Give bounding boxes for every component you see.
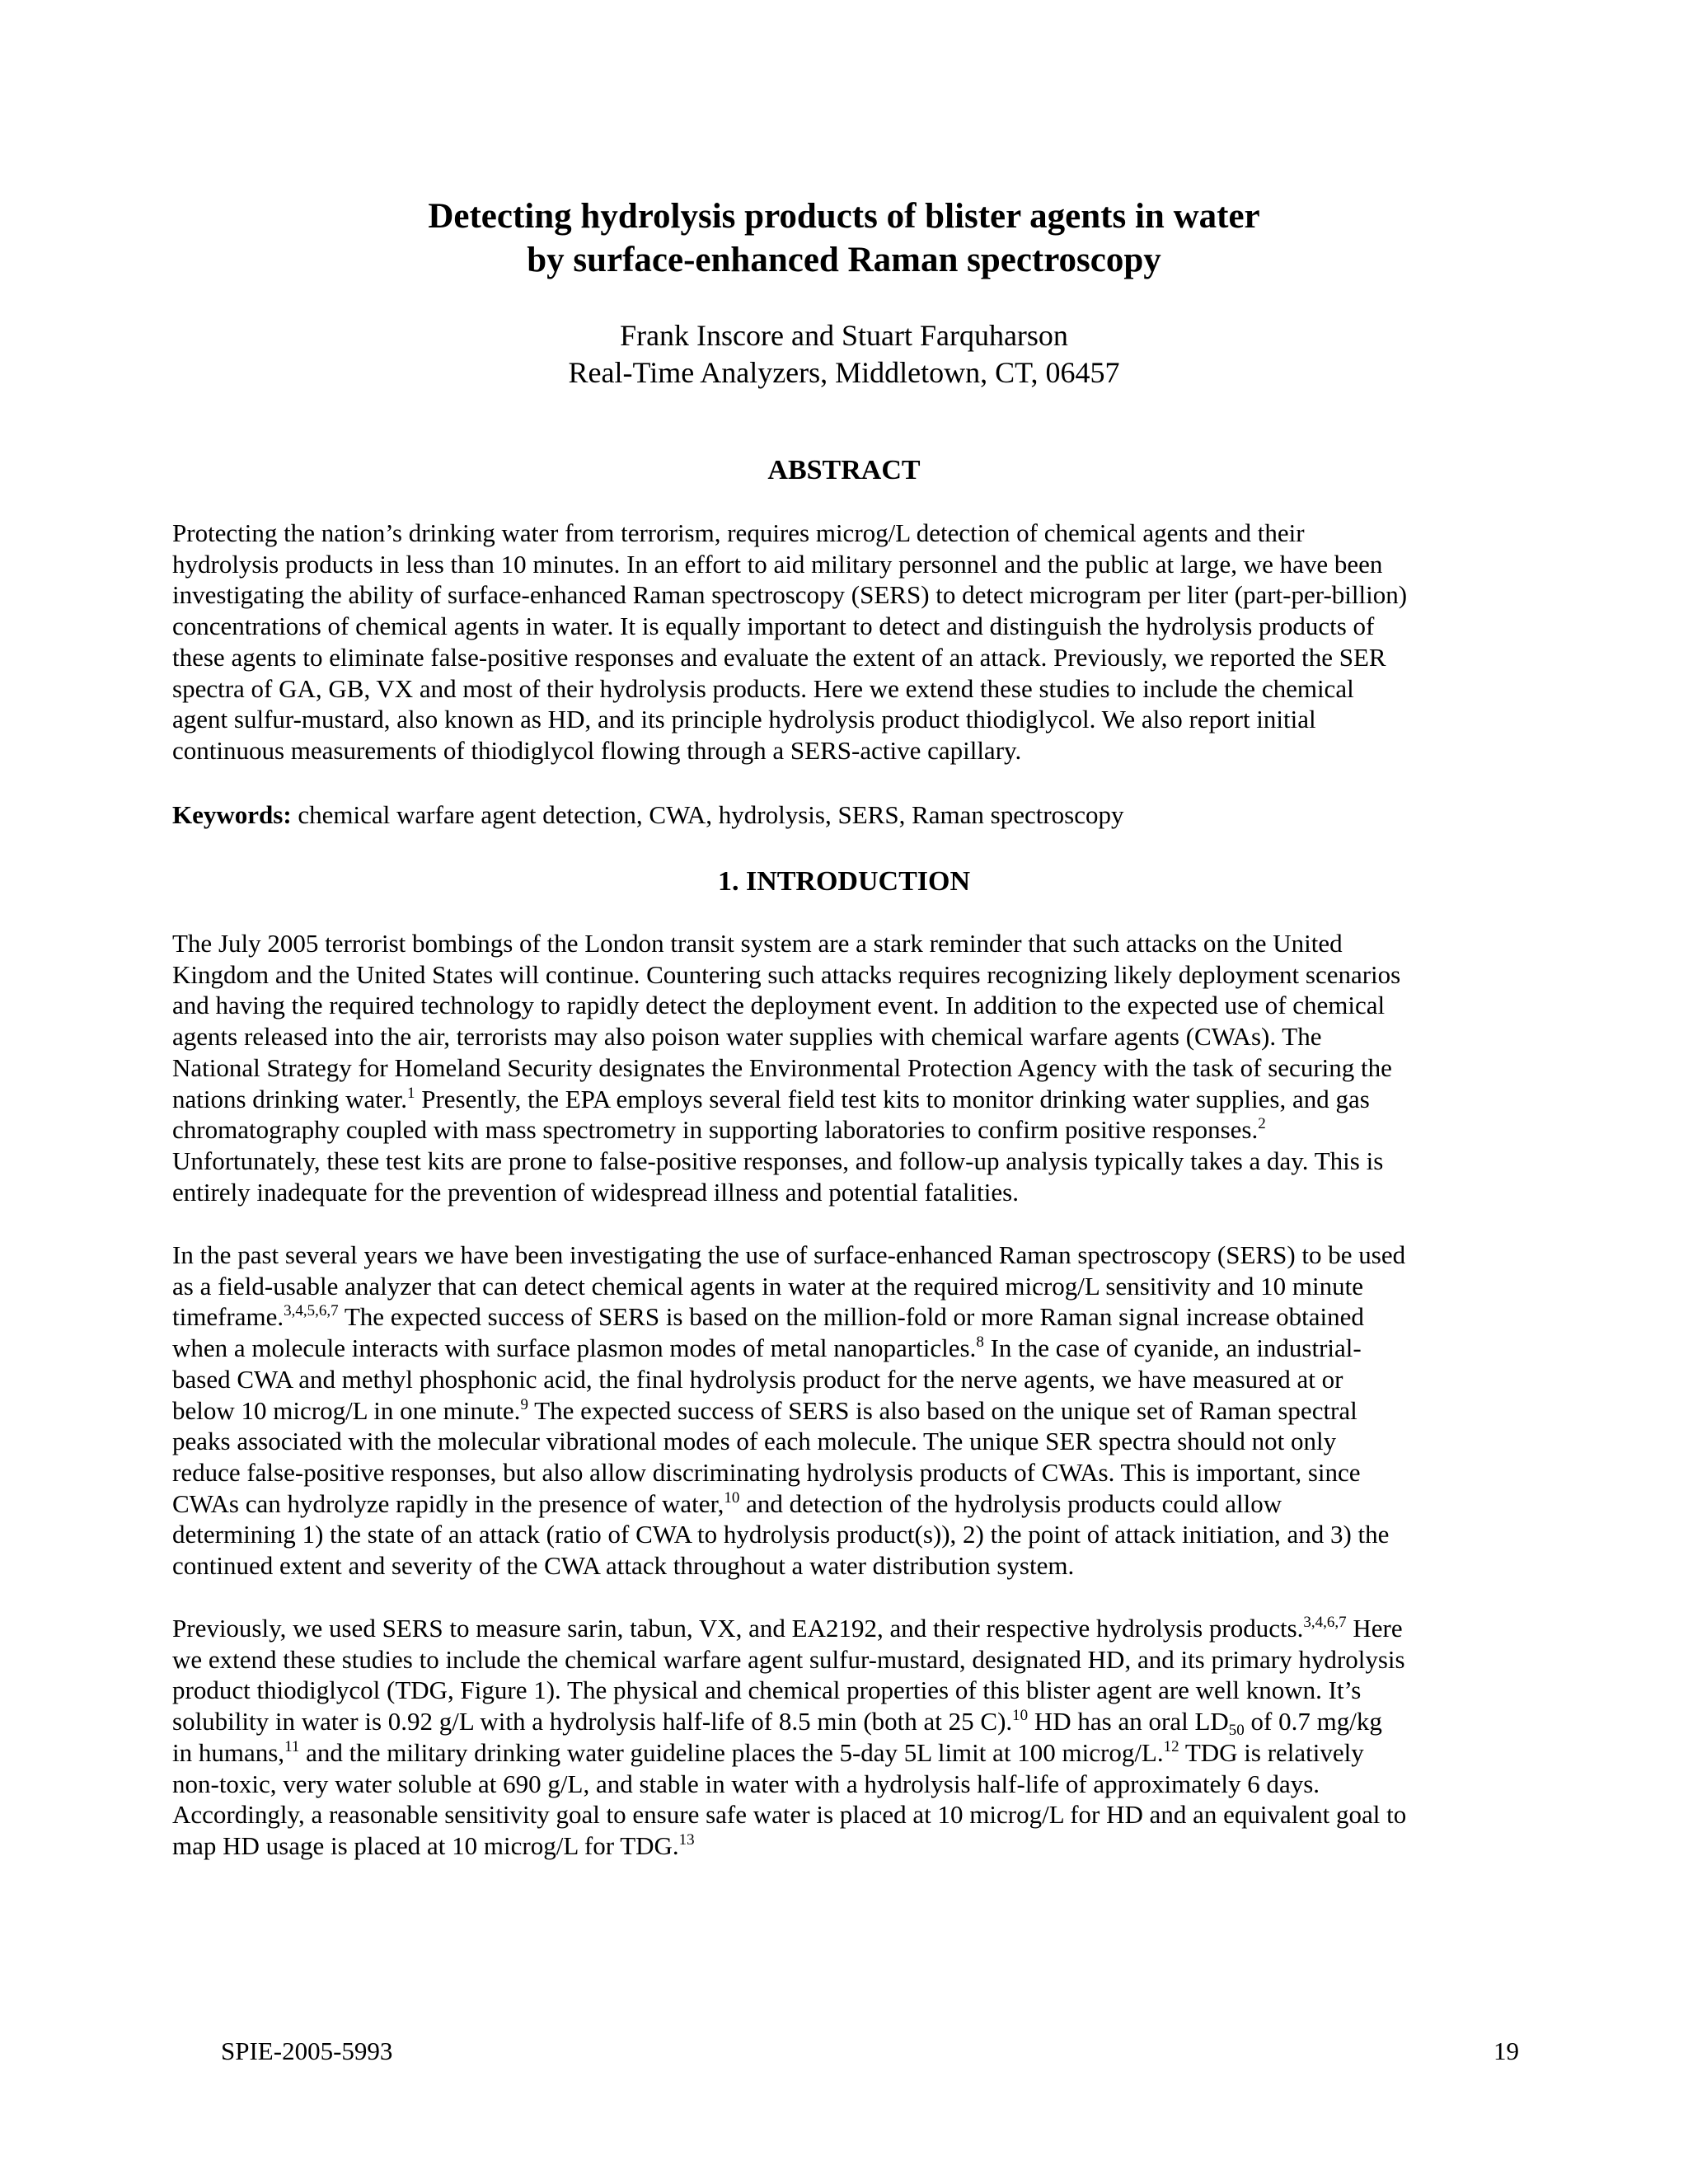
text-line: National Strategy for Homeland Security designates the Environmental Protection Agency with the task of securing the	[172, 1052, 1392, 1082]
text-line: based CWA and methyl phosphonic acid, the final hydrolysis product for the nerve agents, we have measured at or	[172, 1364, 1343, 1394]
citation-superscript: 12	[1163, 1737, 1179, 1755]
text-line: peaks associated with the molecular vibrational modes of each molecule. The unique SER spectra should not only	[172, 1427, 1337, 1456]
text-span: and the military drinking water guideline places the 5-day 5L limit at 100 microg/L.	[299, 1737, 1164, 1767]
abstract-line: continuous measurements of thiodiglycol flowing through a SERS-active capillary.	[172, 735, 1022, 765]
abstract-line: concentrations of chemical agents in water. It is equally important to detect and distinguish the hydrolysis products of	[172, 612, 1375, 641]
text-line: non-toxic, very water soluble at 690 g/L, and stable in water with a hydrolysis half-life of approximately 6 days.	[172, 1769, 1320, 1798]
text-span: Here	[1346, 1614, 1403, 1643]
text-span: In the case of cyanide, an industrial-	[983, 1333, 1362, 1363]
citation-superscript: 13	[678, 1830, 695, 1849]
text-line: entirely inadequate for the prevention of widespread illness and potential fatalities.	[172, 1177, 1019, 1207]
abstract-line: spectra of GA, GB, VX and most of their hydrolysis products. Here we extend these studies to include the chemical	[172, 673, 1354, 703]
text-span: The expected success of SERS is based on the million-fold or more Raman signal increase obtained	[338, 1302, 1364, 1332]
text-line: Unfortunately, these test kits are prone to false-positive responses, and follow-up analysis typically takes a day. This is	[172, 1146, 1384, 1175]
text-line: we extend these studies to include the chemical warfare agent sulfur-mustard, designated HD, and its primary hydrolysis	[172, 1644, 1405, 1674]
text-line	[172, 1830, 1524, 1862]
author-names: Frank Inscore and Stuart Farquharson	[620, 319, 1068, 352]
text-line: reduce false-positive responses, but also allow discriminating hydrolysis products of CWAs. This is important, since	[172, 1457, 1361, 1487]
text-span: HD has an oral LD	[1028, 1707, 1229, 1736]
abstract-line: Protecting the nation’s drinking water from terrorism, requires microg/L detection of chemical agents and their	[172, 518, 1305, 547]
abstract-heading: ABSTRACT	[767, 455, 921, 485]
text-span: timeframe.	[172, 1302, 284, 1332]
citation-superscript: 10	[724, 1488, 740, 1507]
citation-superscript: 3,4,6,7	[1303, 1614, 1347, 1631]
title-line-2: by surface-enhanced Raman spectroscopy	[527, 241, 1161, 279]
citation-superscript: 1	[406, 1084, 415, 1102]
citation-superscript: 2	[1258, 1115, 1266, 1133]
text-span: and detection of the hydrolysis products could allow	[739, 1488, 1282, 1518]
author-block	[0, 317, 1688, 391]
text-span: chromatography coupled with mass spectrometry in supporting laboratories to confirm positive responses.	[172, 1115, 1259, 1145]
text-span: Presently, the EPA employs several field test kits to monitor drinking water supplies, and gas	[415, 1084, 1370, 1113]
footer-left: SPIE-2005-5993	[221, 2036, 393, 2065]
abstract-body	[172, 518, 1524, 766]
citation-superscript: 9	[520, 1395, 528, 1413]
author-affiliation: Real-Time Analyzers, Middletown, CT, 06457	[568, 356, 1120, 389]
keywords-line	[172, 799, 1524, 831]
citation-superscript: 8	[976, 1333, 984, 1352]
intro-paragraph-1	[172, 928, 1524, 1207]
text-line: The July 2005 terrorist bombings of the London transit system are a stark reminder that such attacks on the United	[172, 929, 1343, 958]
text-line: agents released into the air, terrorists may also poison water supplies with chemical warfare agents (CWAs). The	[172, 1022, 1322, 1052]
text-line	[172, 1301, 1524, 1333]
text-line: In the past several years we have been investigating the use of surface-enhanced Raman spectroscopy (SERS) to be used	[172, 1240, 1406, 1269]
text-span: nations drinking water.	[172, 1084, 407, 1113]
introduction-heading: 1. INTRODUCTION	[717, 866, 971, 897]
paper-title	[0, 194, 1688, 282]
text-line: Kingdom and the United States will continue. Countering such attacks requires recognizing likely deployment scenarios	[172, 959, 1401, 989]
abstract-line: agent sulfur-mustard, also known as HD, and its principle hydrolysis product thiodiglycol. We also report initial	[172, 705, 1316, 734]
abstract-line: hydrolysis products in less than 10 minutes. In an effort to aid military personnel and the public at large, we have been	[172, 549, 1383, 579]
subscript: 50	[1228, 1722, 1245, 1740]
text-span: The expected success of SERS is also based on the unique set of Raman spectral	[528, 1395, 1357, 1425]
citation-superscript: 3,4,5,6,7	[284, 1302, 339, 1320]
text-line	[172, 1114, 1524, 1146]
text-line	[172, 1706, 1524, 1740]
text-line: as a field-usable analyzer that can detect chemical agents in water at the required microg/L sensitivity and 10 minute	[172, 1271, 1363, 1301]
text-line	[172, 1737, 1524, 1769]
intro-paragraph-2	[172, 1240, 1524, 1582]
text-line	[172, 1395, 1524, 1427]
text-span: Previously, we used SERS to measure sarin, tabun, VX, and EA2192, and their respective hydrolysis products.	[172, 1614, 1304, 1643]
citation-superscript: 10	[1012, 1707, 1029, 1725]
text-line: continued extent and severity of the CWA attack throughout a water distribution system.	[172, 1551, 1075, 1581]
page-number: 19	[1493, 2036, 1519, 2065]
text-span: below 10 microg/L in one minute.	[172, 1395, 521, 1425]
text-line	[172, 1333, 1524, 1364]
text-line: product thiodiglycol (TDG, Figure 1). The physical and chemical properties of this blister agent are well known. It’s	[172, 1675, 1362, 1705]
text-span: map HD usage is placed at 10 microg/L for TDG.	[172, 1830, 679, 1860]
text-line	[172, 1084, 1524, 1115]
keywords-text: chemical warfare agent detection, CWA, hydrolysis, SERS, Raman spectroscopy	[291, 800, 1124, 829]
text-line: and having the required technology to rapidly detect the deployment event. In addition to the expected use of chemical	[172, 991, 1386, 1020]
text-span: CWAs can hydrolyze rapidly in the presence of water,	[172, 1488, 724, 1518]
text-span: TDG is relatively	[1179, 1737, 1364, 1767]
text-line	[172, 1613, 1524, 1644]
keywords-label: Keywords:	[172, 800, 292, 829]
text-line: determining 1) the state of an attack (ratio of CWA to hydrolysis product(s)), 2) the point of attack initiation, and 3) the	[172, 1520, 1390, 1549]
intro-paragraph-3	[172, 1613, 1524, 1862]
text-span: of 0.7 mg/kg	[1244, 1707, 1382, 1736]
abstract-line: investigating the ability of surface-enhanced Raman spectroscopy (SERS) to detect microgram per liter (part-per-billion)	[172, 580, 1408, 610]
text-span: when a molecule interacts with surface plasmon modes of metal nanoparticles.	[172, 1333, 977, 1363]
text-line	[172, 1488, 1524, 1520]
text-line: Accordingly, a reasonable sensitivity goal to ensure safe water is placed at 10 microg/L for HD and an equivalent goal to	[172, 1800, 1407, 1830]
citation-superscript: 11	[284, 1737, 300, 1755]
abstract-line: these agents to eliminate false-positive responses and evaluate the extent of an attack. Previously, we reported the SER	[172, 642, 1386, 672]
title-line-1: Detecting hydrolysis products of blister agents in water	[428, 197, 1260, 236]
text-span: in humans,	[172, 1737, 285, 1767]
text-span: solubility in water is 0.92 g/L with a hydrolysis half-life of 8.5 min (both at 25 C).	[172, 1707, 1013, 1736]
